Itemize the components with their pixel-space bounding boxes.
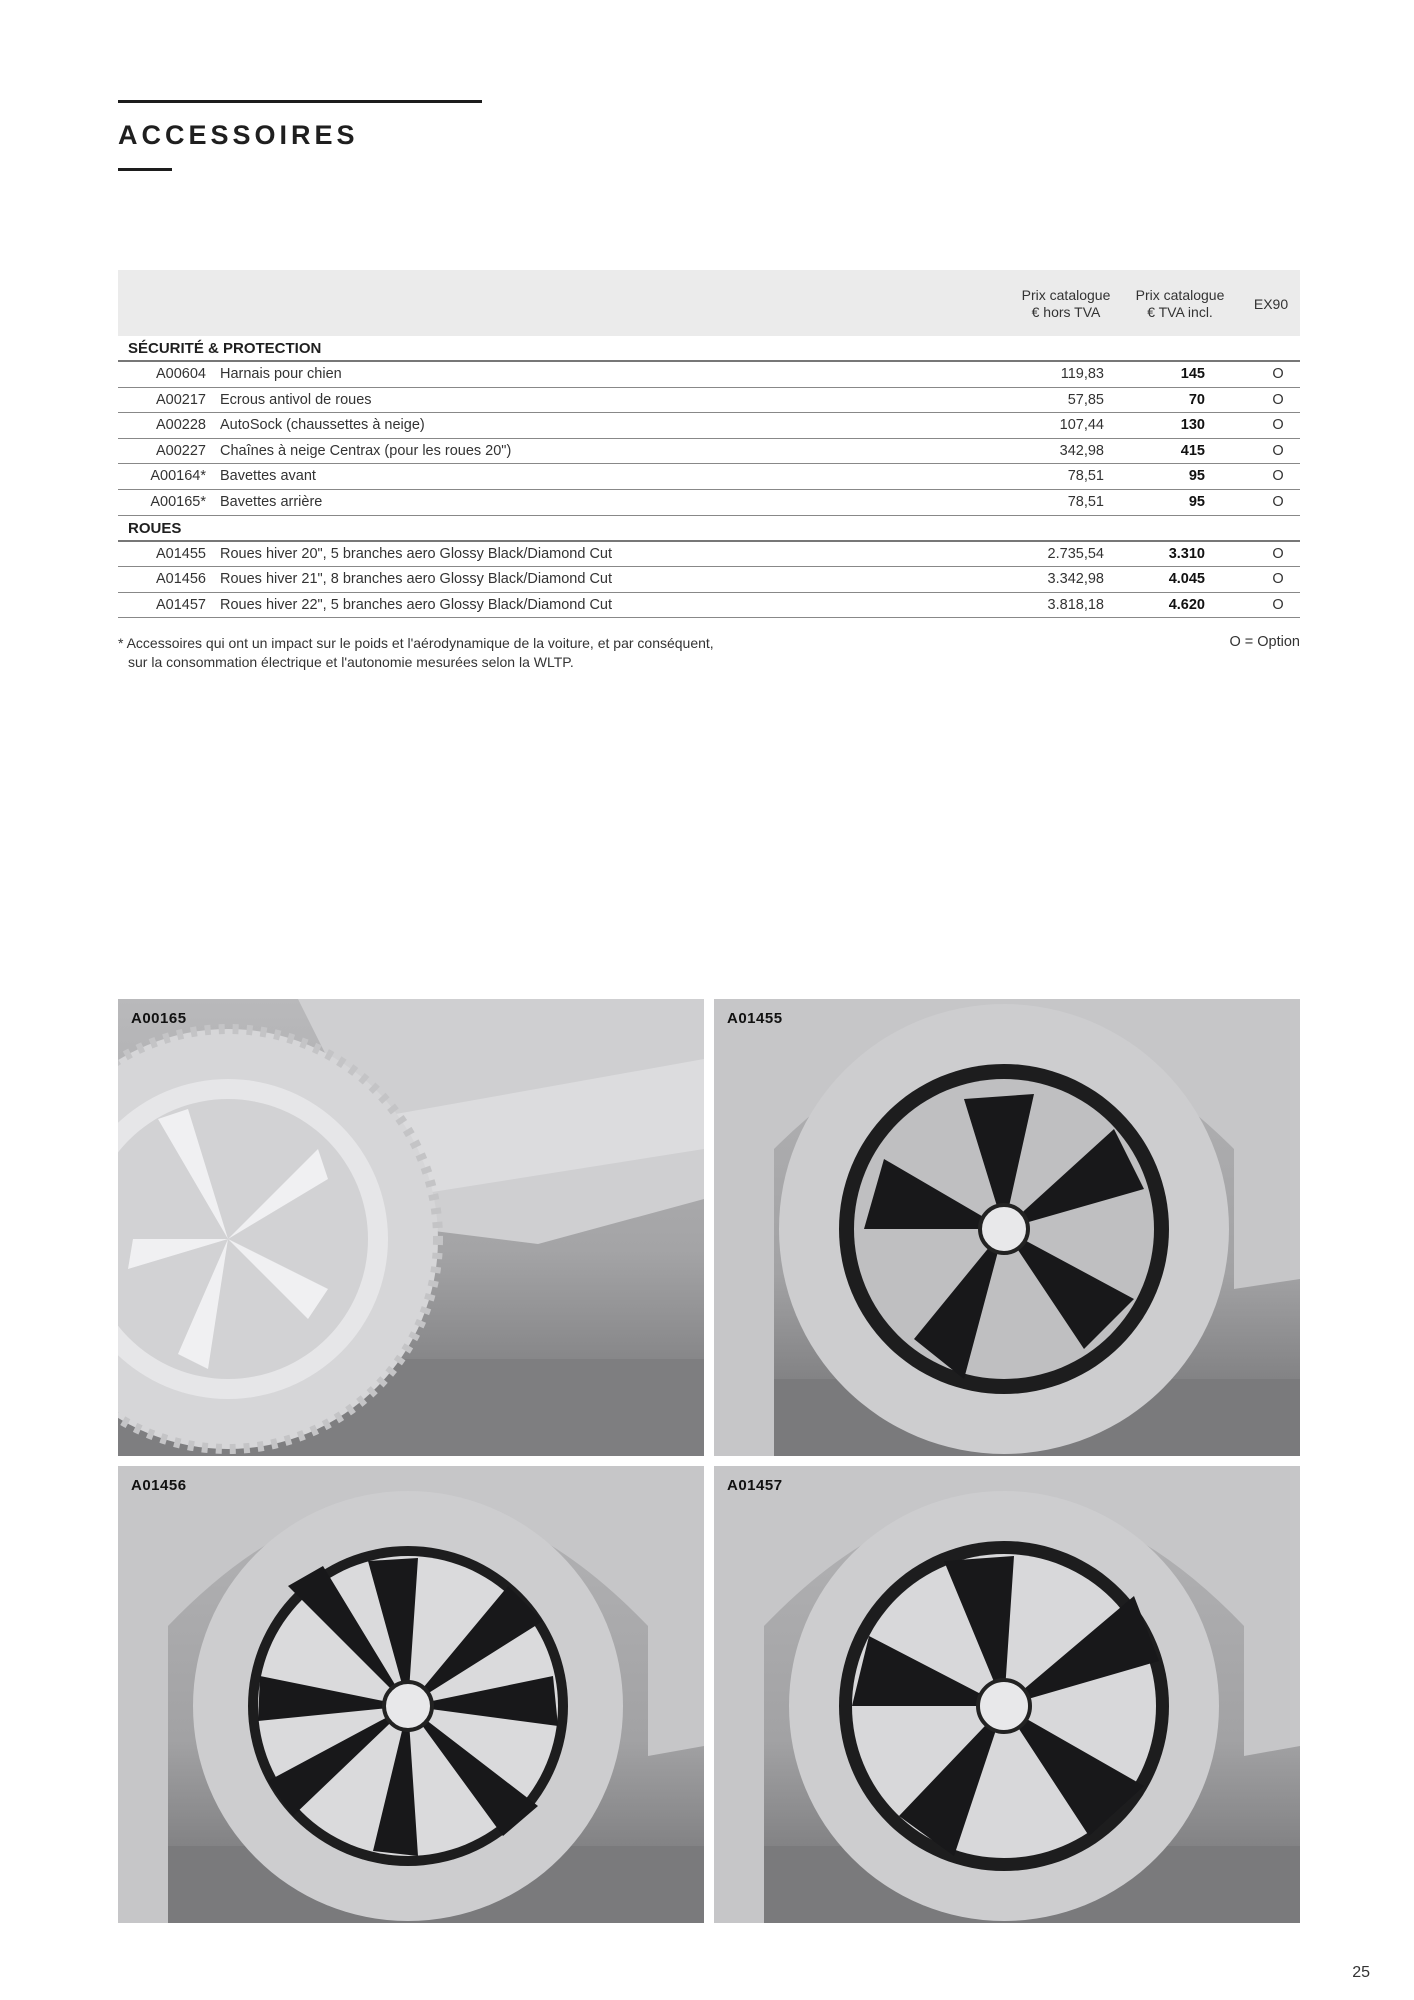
table-row (118, 413, 1300, 439)
price-excl-vat: 2.735,54 (1047, 545, 1104, 562)
table-row (118, 388, 1300, 414)
accessory-description: Harnais pour chien (220, 366, 342, 382)
price-incl-vat: 130 (1180, 417, 1205, 434)
price-excl-vat: 78,51 (1067, 468, 1104, 485)
accessory-code: A01455 (156, 545, 206, 562)
accessory-code: A00228 (156, 417, 206, 434)
option-marker: O (1272, 545, 1284, 562)
price-excl-vat: 78,51 (1067, 493, 1104, 510)
section-title: ROUES (118, 516, 1300, 542)
accessory-code: A00604 (156, 366, 206, 382)
photo-wheel-a01455 (714, 999, 1300, 1456)
wheel-illustration (118, 1466, 704, 1923)
photo-wheel-a01457 (714, 1466, 1300, 1923)
table-header (118, 270, 1300, 336)
price-excl-vat: 57,85 (1067, 391, 1104, 408)
table-row (118, 593, 1300, 619)
page-title: ACCESSOIRES (118, 120, 359, 150)
page-number: 25 (1352, 1964, 1370, 1981)
top-rule (118, 100, 482, 103)
accessory-code: A00227 (156, 442, 206, 459)
accessory-description: Ecrous antivol de roues (220, 391, 372, 408)
table-row (118, 542, 1300, 568)
price-excl-vat: 342,98 (1059, 442, 1104, 459)
price-excl-vat: 107,44 (1059, 417, 1104, 434)
footnote-line-2: sur la consommation électrique et l'autonomie mesurées selon la WLTP. (128, 654, 574, 670)
photo-wheel-a01456 (118, 1466, 704, 1923)
option-marker: O (1272, 493, 1284, 510)
table-row (118, 464, 1300, 490)
accessory-description: Roues hiver 22", 5 branches aero Glossy Black/Diamond Cut (220, 596, 613, 613)
price-incl-vat: 4.620 (1168, 596, 1205, 613)
option-marker: O (1272, 417, 1284, 434)
accessory-code: A01457 (156, 596, 206, 613)
table-row (118, 362, 1300, 388)
accessory-code: A00165* (150, 493, 206, 510)
price-excl-vat: 119,83 (1060, 366, 1104, 382)
price-incl-vat: 415 (1180, 442, 1205, 459)
photo-label: A01455 (727, 1010, 783, 1027)
table-body (118, 336, 1300, 618)
table-row (118, 567, 1300, 593)
photo-label: A01457 (727, 1477, 783, 1494)
price-incl-vat: 3.310 (1168, 545, 1205, 562)
accessories-table (118, 270, 1300, 618)
option-marker: O (1272, 468, 1284, 485)
accessory-description: AutoSock (chaussettes à neige) (220, 417, 425, 434)
column-header-price-ttc: Prix catalogue € TVA incl. (1135, 287, 1225, 320)
price-excl-vat: 3.818,18 (1047, 596, 1104, 613)
column-header-price-ht: Prix catalogue € hors TVA (1021, 287, 1111, 320)
price-incl-vat: 145 (1180, 366, 1205, 382)
price-incl-vat: 95 (1188, 493, 1205, 510)
accessory-description: Bavettes avant (220, 468, 316, 485)
mud-flap-illustration (118, 999, 704, 1456)
accessory-code: A00164* (150, 468, 206, 485)
option-legend: O = Option (1229, 634, 1300, 650)
section-title: SÉCURITÉ & PROTECTION (118, 336, 1300, 362)
title-underline (118, 168, 172, 171)
accessory-description: Bavettes arrière (220, 493, 323, 510)
photo-label: A01456 (131, 1477, 187, 1494)
price-excl-vat: 3.342,98 (1047, 571, 1104, 588)
wheel-illustration (714, 999, 1300, 1456)
price-incl-vat: 4.045 (1168, 571, 1205, 588)
price-incl-vat: 95 (1188, 468, 1205, 485)
accessory-code: A01456 (156, 571, 206, 588)
footnote-line-1: * Accessoires qui ont un impact sur le poids et l'aérodynamique de la voiture, et par conséquent, (118, 635, 714, 651)
option-marker: O (1272, 596, 1284, 613)
photo-mud-flap (118, 999, 704, 1456)
wheel-illustration (714, 1466, 1300, 1923)
table-row (118, 439, 1300, 465)
price-incl-vat: 70 (1188, 391, 1205, 408)
photo-label: A00165 (131, 1010, 187, 1027)
footnote (118, 634, 818, 672)
accessory-description: Roues hiver 21", 8 branches aero Glossy Black/Diamond Cut (220, 571, 613, 588)
accessory-description: Roues hiver 20", 5 branches aero Glossy Black/Diamond Cut (220, 545, 613, 562)
option-marker: O (1272, 391, 1284, 408)
option-marker: O (1272, 366, 1284, 382)
option-marker: O (1272, 571, 1284, 588)
option-marker: O (1272, 442, 1284, 459)
column-header-model: EX90 (1253, 296, 1289, 312)
table-row (118, 490, 1300, 516)
accessory-code: A00217 (156, 391, 206, 408)
accessory-description: Chaînes à neige Centrax (pour les roues 20") (220, 442, 512, 459)
